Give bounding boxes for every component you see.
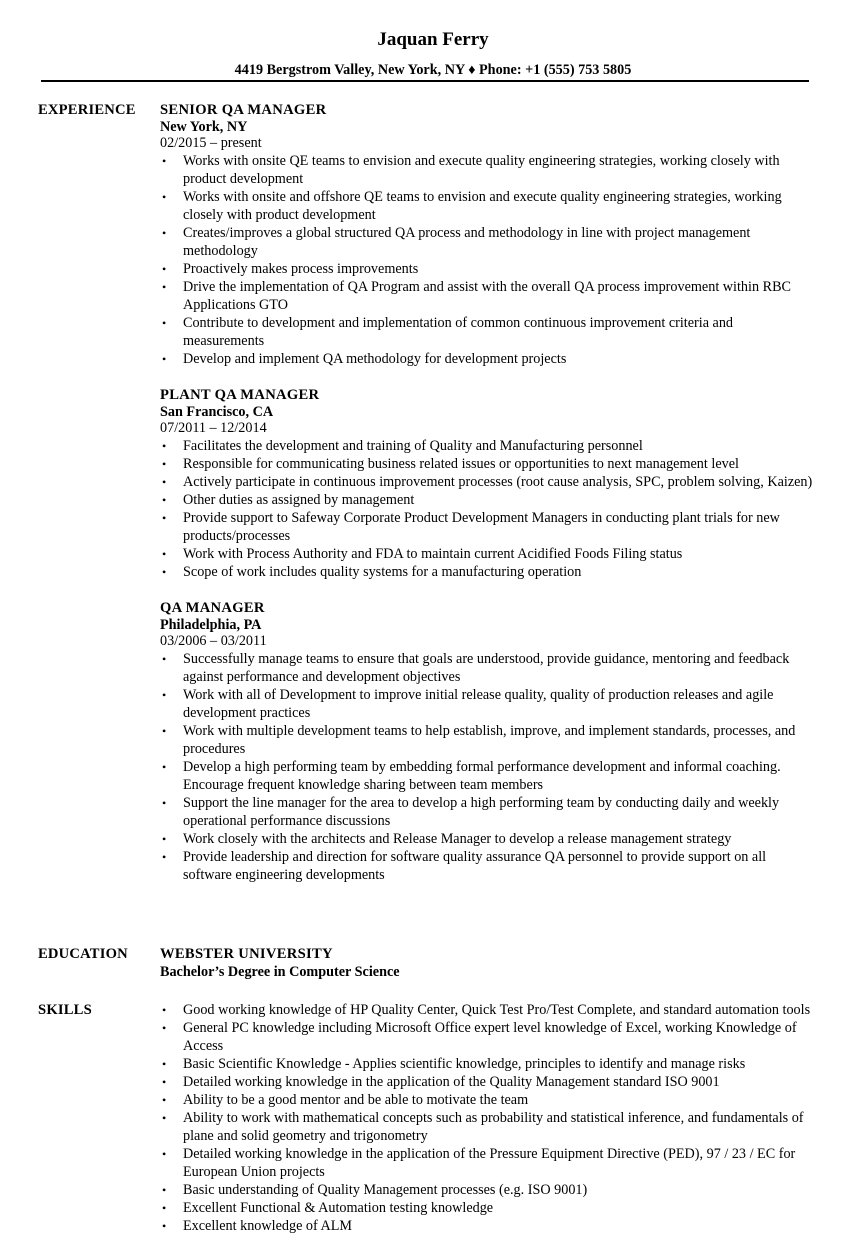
bullet-text: Work with multiple development teams to help establish, improve, and implement standards, processes, and procedures — [183, 723, 796, 757]
bullet-icon: • — [162, 475, 167, 489]
skill-item — [160, 1001, 815, 1019]
bullet-item — [160, 455, 815, 473]
bullet-text: Develop and implement QA methodology for development projects — [183, 351, 567, 367]
bullet-item — [160, 491, 815, 509]
bullet-icon: • — [162, 439, 167, 453]
bullet-text: Support the line manager for the area to develop a high performing team by conducting daily and weekly operational performance discussions — [183, 795, 780, 829]
bullet-icon: • — [162, 1003, 167, 1017]
bullet-item — [160, 188, 815, 224]
skills-body — [160, 1001, 820, 1235]
job-entry — [160, 386, 820, 581]
skill-text: Good working knowledge of HP Quality Center, Quick Test Pro/Test Complete, and standard automation tools — [183, 1002, 811, 1018]
bullet-icon: • — [162, 565, 167, 579]
job-entry — [160, 101, 820, 368]
skill-item — [160, 1145, 815, 1181]
bullet-icon: • — [162, 1093, 167, 1107]
bullet-icon: • — [162, 547, 167, 561]
bullet-icon: • — [162, 652, 167, 666]
bullet-icon: • — [162, 1075, 167, 1089]
job-title: QA MANAGER — [160, 600, 265, 616]
bullet-item — [160, 350, 815, 368]
job-dates: 07/2011 – 12/2014 — [160, 420, 267, 436]
bullet-text: Works with onsite QE teams to envision and execute quality engineering strategies, working closely with product development — [183, 153, 780, 187]
skill-item — [160, 1181, 815, 1199]
bullet-text: Provide leadership and direction for software quality assurance QA personnel to provide support on all software engineering developments — [183, 849, 767, 883]
experience-heading: EXPERIENCE — [38, 102, 136, 118]
bullet-icon: • — [162, 226, 167, 240]
job-dates: 02/2015 – present — [160, 135, 262, 151]
bullet-icon: • — [162, 1219, 167, 1233]
bullet-item — [160, 722, 815, 758]
bullet-text: Scope of work includes quality systems for a manufacturing operation — [183, 564, 582, 580]
bullet-icon: • — [162, 1111, 167, 1125]
bullet-icon: • — [162, 352, 167, 366]
bullet-icon: • — [162, 493, 167, 507]
bullet-icon: • — [162, 850, 167, 864]
bullet-icon: • — [162, 154, 167, 168]
bullet-text: Actively participate in continuous improvement processes (root cause analysis, SPC, problem solving, Kaizen) — [183, 474, 813, 490]
bullet-icon: • — [162, 832, 167, 846]
bullet-item — [160, 545, 815, 563]
bullet-item — [160, 758, 815, 794]
job-title: PLANT QA MANAGER — [160, 387, 320, 403]
bullet-text: Proactively makes process improvements — [183, 261, 419, 277]
bullet-icon: • — [162, 760, 167, 774]
bullet-text: Works with onsite and offshore QE teams to envision and execute quality engineering strategies, working closely with product development — [183, 189, 782, 223]
bullet-text: Responsible for communicating business related issues or opportunities to next management level — [183, 456, 739, 472]
bullet-item — [160, 509, 815, 545]
bullet-icon: • — [162, 1021, 167, 1035]
skill-text: Detailed working knowledge in the application of the Quality Management standard ISO 9001 — [183, 1074, 720, 1090]
job-location: San Francisco, CA — [160, 404, 274, 420]
bullet-icon: • — [162, 1147, 167, 1161]
bullet-item — [160, 830, 815, 848]
bullet-text: Develop a high performing team by embedding formal performance development and informal coaching. Encourage frequent knowledge sharing between team members — [183, 759, 781, 793]
bullet-text: Contribute to development and implementation of common continuous improvement criteria and measurements — [183, 315, 734, 349]
degree: Bachelor’s Degree in Computer Science — [160, 964, 400, 980]
bullet-item — [160, 650, 815, 686]
job-entry — [160, 599, 820, 884]
bullet-item — [160, 437, 815, 455]
bullet-item — [160, 224, 815, 260]
experience-body — [160, 101, 820, 902]
skill-text: General PC knowledge including Microsoft Office expert level knowledge of Excel, working Knowledge of Access — [183, 1020, 797, 1054]
contact-line: 4419 Bergstrom Valley, New York, NY ♦ Phone: +1 (555) 753 5805 — [234, 62, 632, 78]
skill-text: Basic understanding of Quality Management processes (e.g. ISO 9001) — [183, 1182, 588, 1198]
job-location: New York, NY — [160, 119, 248, 135]
education-heading: EDUCATION — [38, 946, 128, 962]
bullet-icon: • — [162, 457, 167, 471]
bullet-item — [160, 686, 815, 722]
skill-text: Detailed working knowledge in the application of the Pressure Equipment Directive (PED), 97 / 23 / EC for European Union projects — [183, 1146, 796, 1180]
skill-text: Ability to work with mathematical concepts such as probability and statistical inference, and fundamentals of plane and solid geometry and trigonometry — [183, 1110, 804, 1144]
bullet-item — [160, 260, 815, 278]
skill-item — [160, 1073, 815, 1091]
bullet-text: Creates/improves a global structured QA process and methodology in line with project management methodology — [183, 225, 751, 259]
skill-item — [160, 1091, 815, 1109]
bullet-icon: • — [162, 1201, 167, 1215]
bullet-text: Successfully manage teams to ensure that goals are understood, provide guidance, mentoring and feedback against performance and development objectives — [183, 651, 790, 685]
bullet-icon: • — [162, 688, 167, 702]
skills-list — [160, 1001, 820, 1235]
candidate-name: Jaquan Ferry — [377, 29, 489, 50]
job-bullets — [160, 152, 820, 368]
bullet-text: Facilitates the development and training of Quality and Manufacturing personnel — [183, 438, 643, 454]
bullet-text: Other duties as assigned by management — [183, 492, 415, 508]
education-body — [160, 945, 820, 981]
bullet-icon: • — [162, 724, 167, 738]
bullet-icon: • — [162, 796, 167, 810]
bullet-icon: • — [162, 280, 167, 294]
skill-text: Excellent Functional & Automation testing knowledge — [183, 1200, 494, 1216]
bullet-icon: • — [162, 511, 167, 525]
job-location: Philadelphia, PA — [160, 617, 262, 633]
job-bullets — [160, 437, 820, 581]
skill-text: Excellent knowledge of ALM — [183, 1218, 353, 1234]
bullet-item — [160, 314, 815, 350]
bullet-text: Work closely with the architects and Release Manager to develop a release management strategy — [183, 831, 732, 847]
job-dates: 03/2006 – 03/2011 — [160, 633, 267, 649]
skill-item — [160, 1055, 815, 1073]
skill-text: Ability to be a good mentor and be able to motivate the team — [183, 1092, 529, 1108]
bullet-item — [160, 152, 815, 188]
school-name: WEBSTER UNIVERSITY — [160, 946, 333, 962]
skills-heading: SKILLS — [38, 1002, 92, 1018]
job-bullets — [160, 650, 820, 884]
bullet-text: Drive the implementation of QA Program and assist with the overall QA process improvement within RBC Applications GTO — [183, 279, 791, 313]
bullet-icon: • — [162, 190, 167, 204]
bullet-text: Work with all of Development to improve initial release quality, quality of production releases and agile development practices — [183, 687, 774, 721]
skill-item — [160, 1019, 815, 1055]
bullet-text: Provide support to Safeway Corporate Product Development Managers in conducting plant trials for new products/processes — [183, 510, 780, 544]
bullet-item — [160, 278, 815, 314]
skill-item — [160, 1109, 815, 1145]
bullet-icon: • — [162, 1183, 167, 1197]
bullet-item — [160, 563, 815, 581]
bullet-icon: • — [162, 316, 167, 330]
skill-text: Basic Scientific Knowledge - Applies scientific knowledge, principles to identify and manage risks — [183, 1056, 746, 1072]
job-title: SENIOR QA MANAGER — [160, 102, 327, 118]
bullet-item — [160, 794, 815, 830]
bullet-text: Work with Process Authority and FDA to maintain current Acidified Foods Filing status — [183, 546, 683, 562]
bullet-item — [160, 848, 815, 884]
bullet-icon: • — [162, 1057, 167, 1071]
header-divider — [41, 80, 809, 82]
bullet-icon: • — [162, 262, 167, 276]
skill-item — [160, 1199, 815, 1217]
bullet-item — [160, 473, 815, 491]
skill-item — [160, 1217, 815, 1235]
